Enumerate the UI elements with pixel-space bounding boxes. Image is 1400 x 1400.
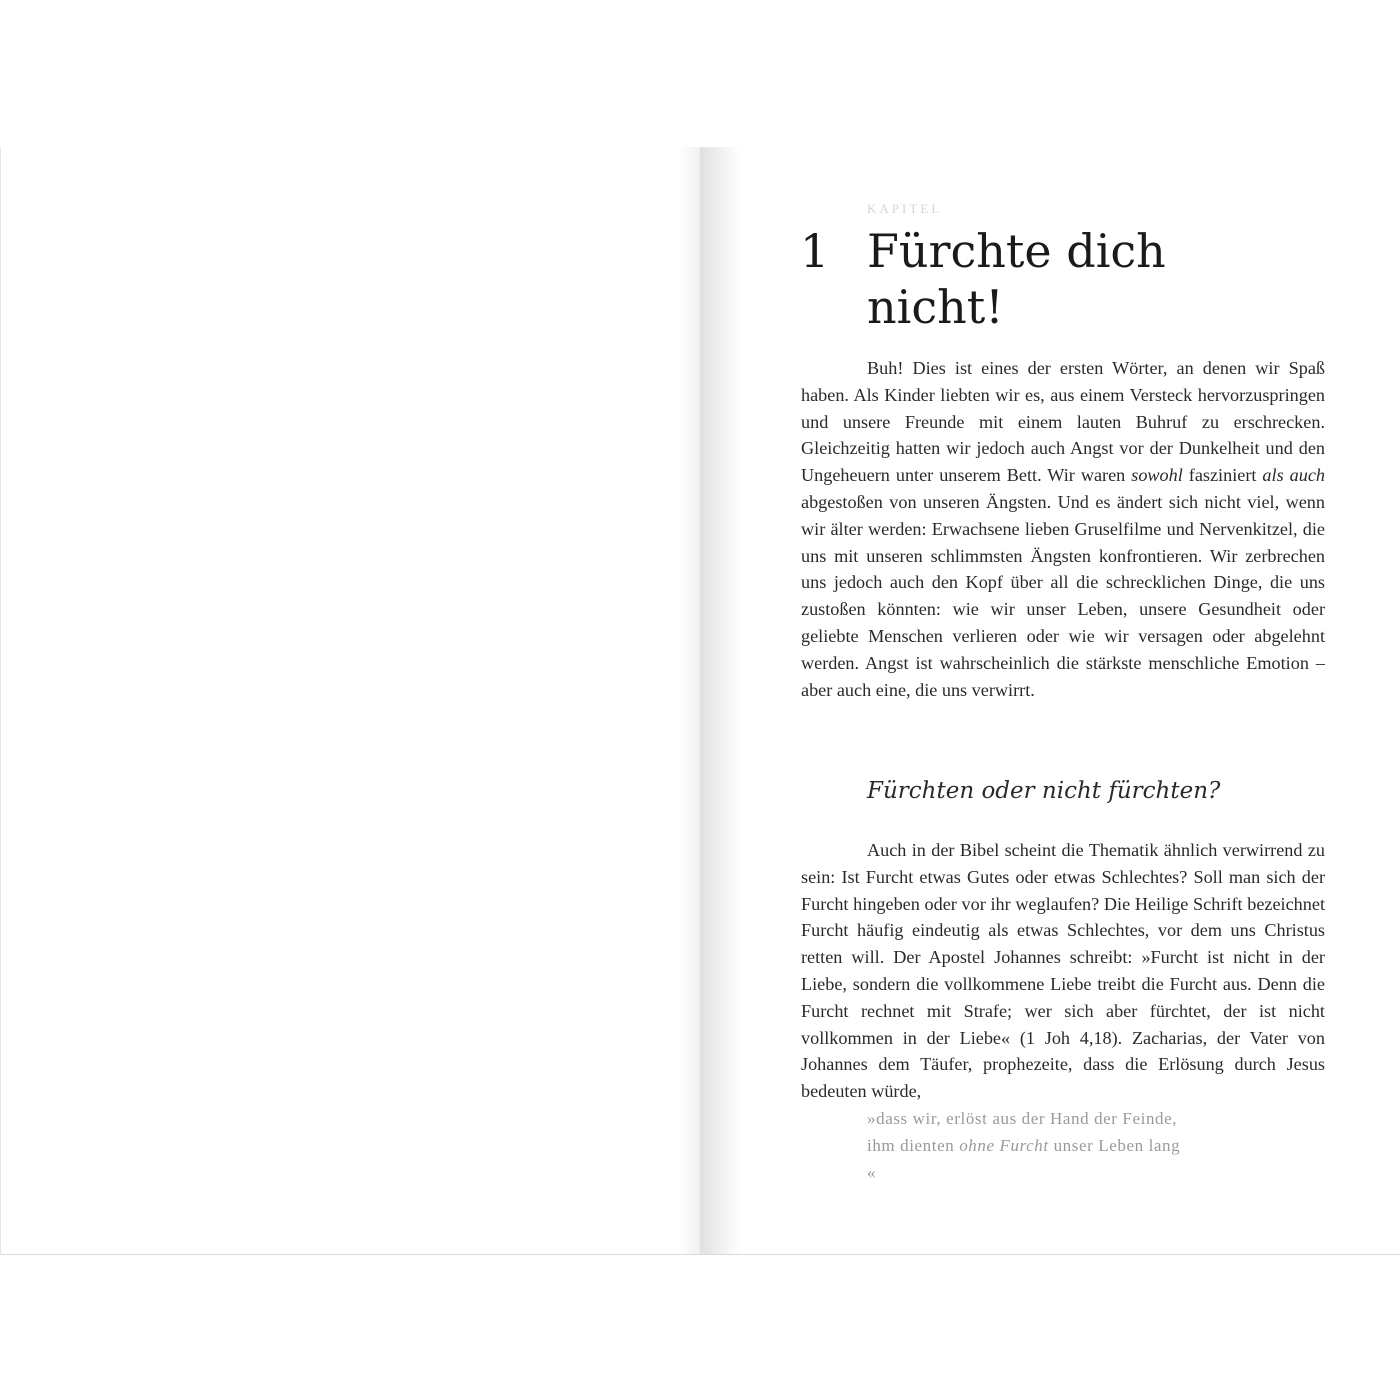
quote-line-2 [867, 1132, 1267, 1159]
quote-line-1: »dass wir, erlöst aus der Hand der Feinde, [867, 1109, 1178, 1128]
book-spread [0, 147, 1400, 1255]
chapter-title-line-2: nicht! [867, 280, 1004, 334]
quote-line-2-text-b: unser Leben lang [1048, 1136, 1181, 1155]
section-subheading: Fürchten oder nicht fürchten? [867, 778, 1221, 804]
chapter-kicker: KAPITEL [867, 201, 943, 216]
chapter-number: 1 [800, 224, 830, 278]
right-page [700, 147, 1400, 1254]
quote-line-2-text-a: ihm dienten [867, 1136, 960, 1155]
body-paragraph-1 [801, 355, 1325, 703]
scripture-quote [867, 1105, 1267, 1186]
chapter-title-line-1: Fürchte dich [867, 224, 1166, 278]
quote-line-2-emphasis: ohne Furcht [959, 1136, 1049, 1155]
left-page-blank [0, 147, 700, 1254]
paragraph-1-emphasis-a: sowohl [1131, 465, 1183, 486]
body-paragraph-2 [801, 837, 1325, 1105]
paragraph-1-text-a: Buh! Dies ist eines der ersten Wörter, an denen wir Spaß haben. Als Kinder liebten wir es, aus einem Versteck hervorzuspringen und unsere Freunde mit einem lauten Buhruf zu erschrecken. Gleichzeitig hatten wir jedoch auch Angst vor der Dunkelheit und den Ungeheuern unter unserem Bett. Wir waren [801, 358, 1325, 486]
paragraph-1-text-b: fasziniert [1182, 465, 1263, 486]
paragraph-1-text-c: abgestoßen von unseren Ängsten. Und es ändert sich nicht viel, wenn wir älter werden: Erwachsene lieben Gruselfilme und Nervenkitzel, die uns mit unseren schlimmsten Ängsten konfrontieren. Wir zerbrechen uns jedoch auch den Kopf über all die schrecklichen Dinge, die uns zustoßen könnten: wie wir unser Leben, unsere Gesundheit oder geliebte Menschen verlieren oder wie wir versagen oder abgelehnt werden. Angst ist wahrscheinlich die stärkste menschliche Emotion – aber auch eine, die uns verwirrt. [801, 491, 1325, 700]
chapter-title [867, 223, 1337, 335]
paragraph-2-text: Auch in der Bibel scheint die Thematik ähnlich verwirrend zu sein: Ist Furcht etwas Gutes oder etwas Schlechtes? Soll man sich der Furcht hingeben oder vor ihr weglaufen? Die Heilige Schrift bezeichnet Furcht häufig eindeutig als etwas Schlechtes, vor dem uns Christus retten will. Der Apostel Johannes schreibt: »Furcht ist nicht in der Liebe, sondern die vollkommene Liebe treibt die Furcht aus. Denn die Furcht rechnet mit Strafe; wer sich aber fürchtet, der ist nicht vollkommen in der Liebe« (1 Joh 4,18). Zacharias, der Vater von Johannes dem Täufer, prophezeite, dass die Erlösung durch Jesus bedeuten würde, [801, 840, 1325, 1102]
paragraph-1-emphasis-b: als auch [1262, 465, 1325, 486]
quote-line-3: « [867, 1163, 877, 1182]
